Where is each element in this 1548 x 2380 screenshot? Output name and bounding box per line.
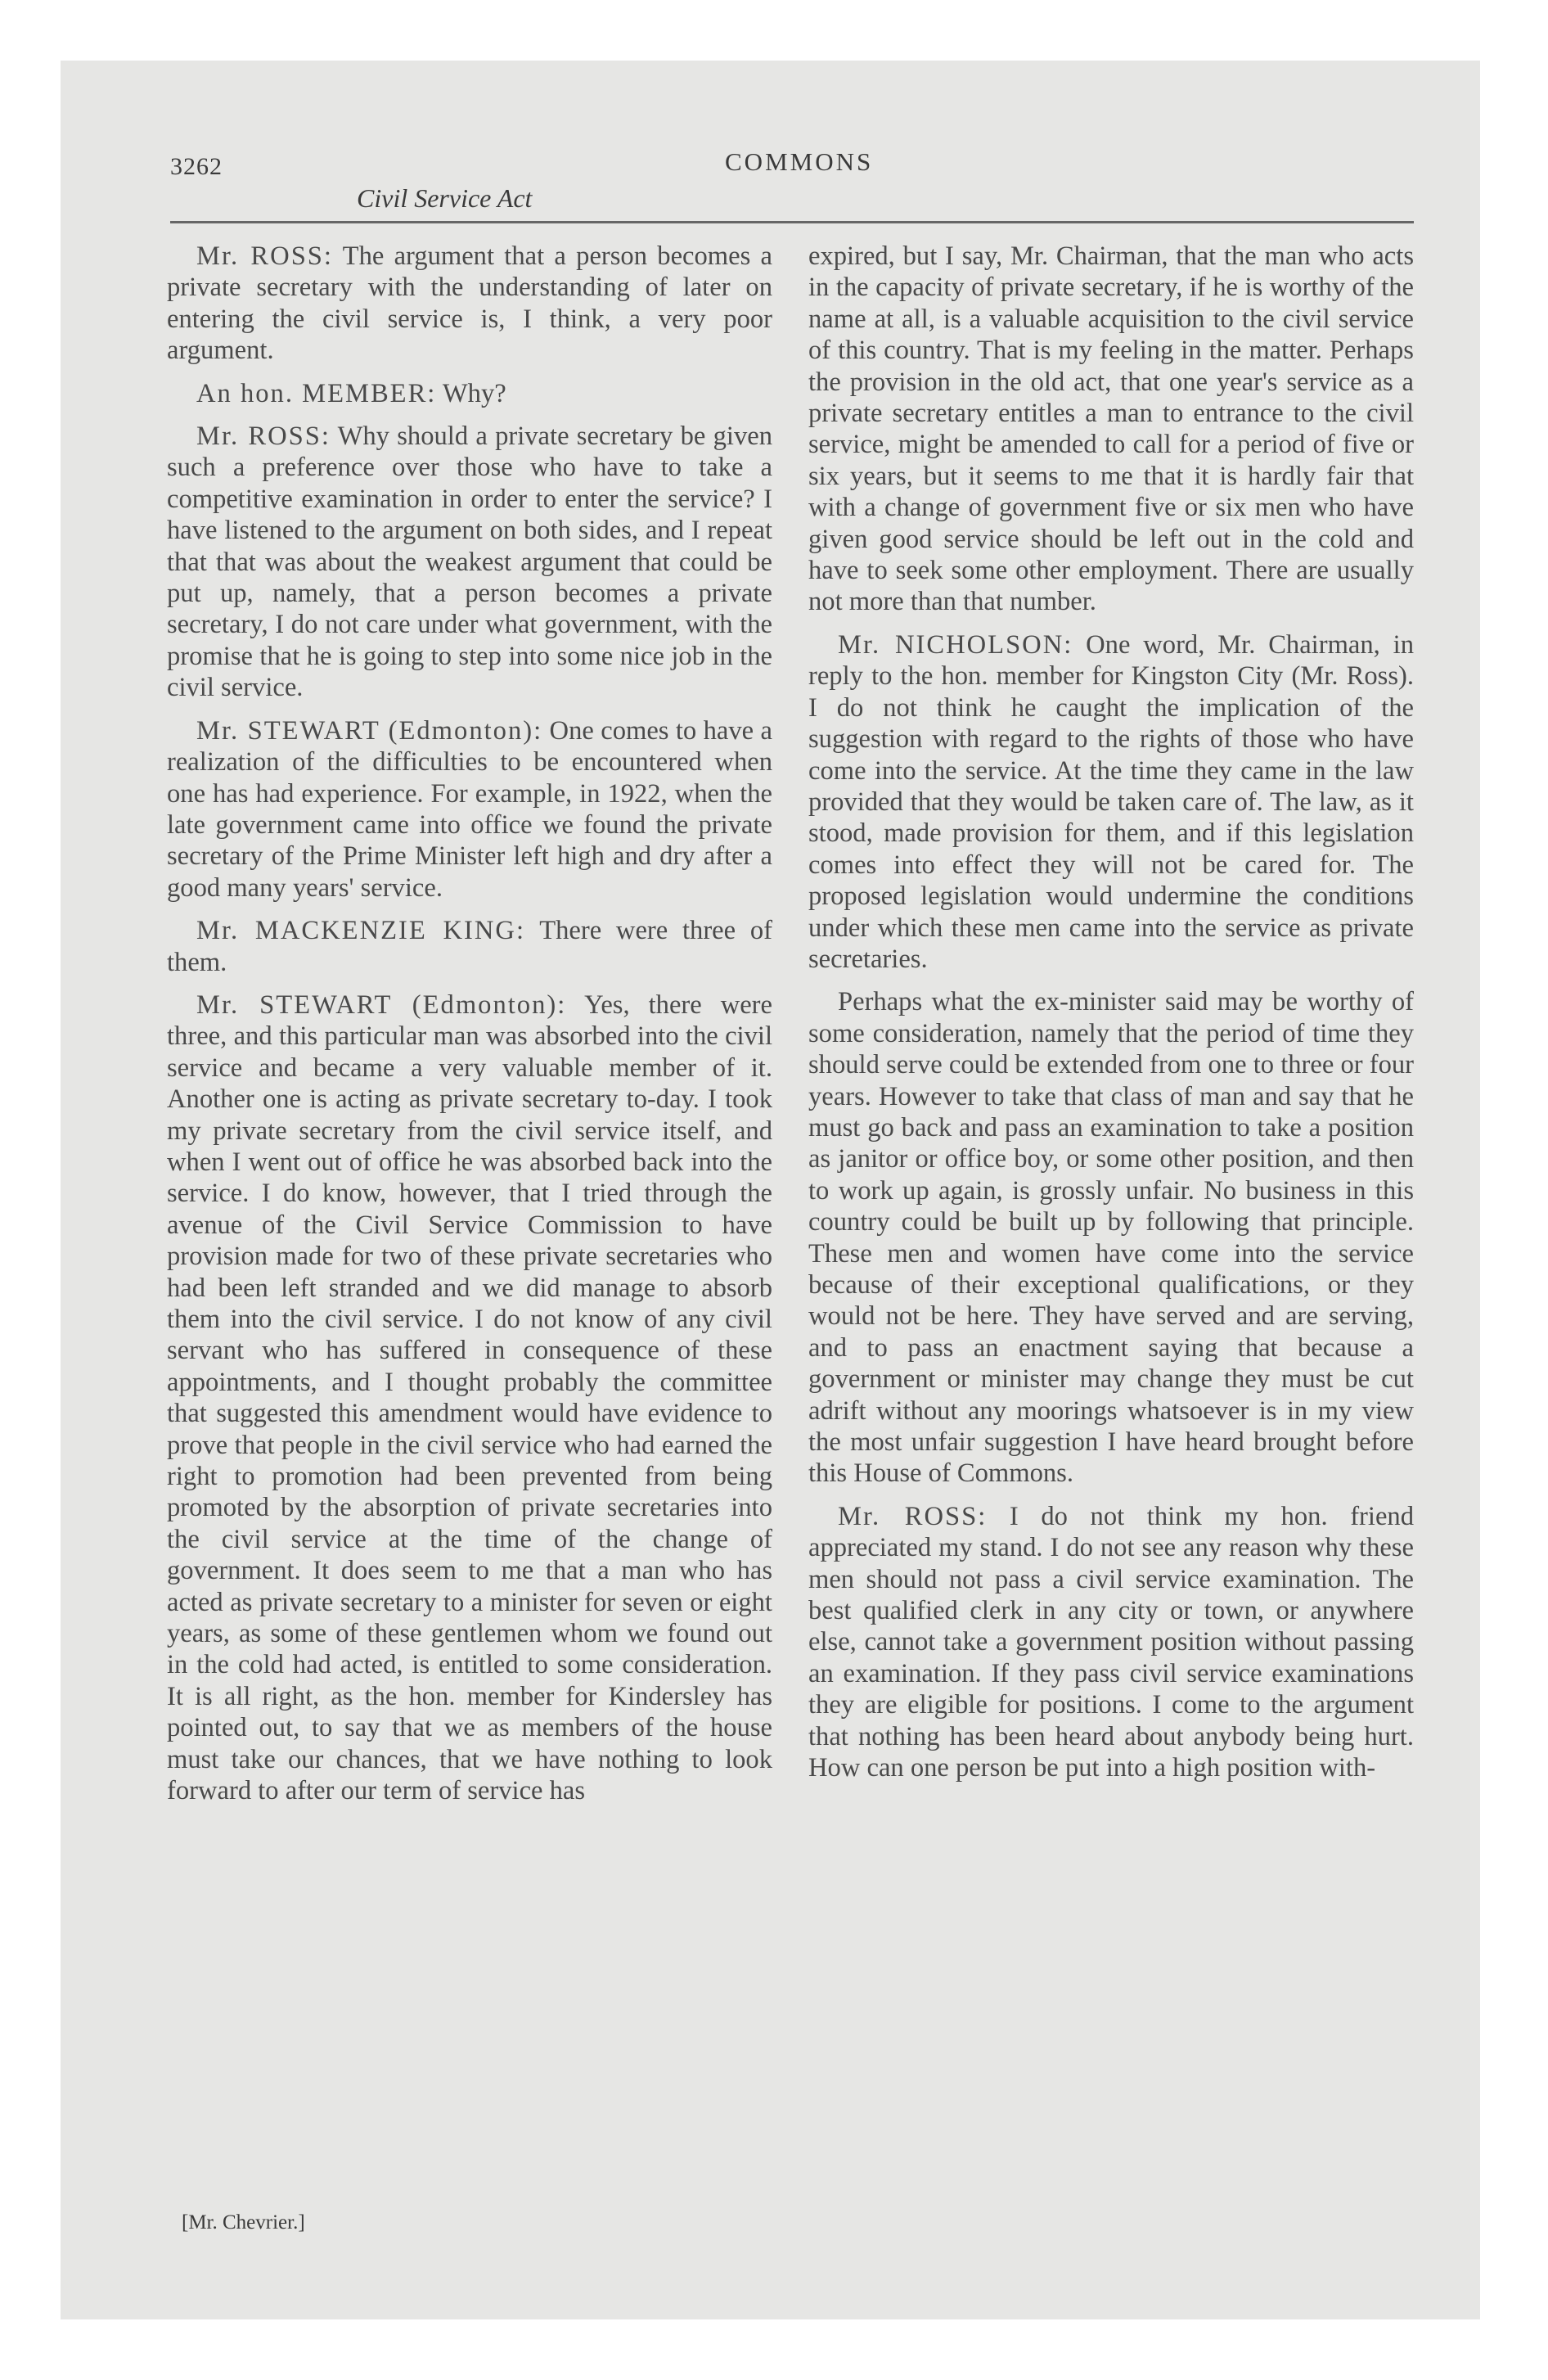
paragraph bbox=[808, 986, 1414, 1490]
paragraph-text: Why? bbox=[436, 378, 506, 408]
paragraph-text: One comes to have a realization of the difficulties to be encountered when one has had experience. For example, in 1922, when the late government came into office we found the private secretary of the Prime Minister left high and dry after a good many years' service. bbox=[167, 715, 772, 903]
header-rule bbox=[170, 221, 1414, 223]
speaker-name: An hon. MEMBER: bbox=[196, 378, 437, 408]
speaker-name: Mr. STEWART (Edmonton): bbox=[196, 989, 567, 1020]
chamber-heading: COMMONS bbox=[725, 147, 874, 176]
speaker-name: Mr. ROSS: bbox=[196, 421, 331, 452]
paragraph bbox=[167, 378, 772, 409]
speaker-name: Mr. NICHOLSON: bbox=[838, 629, 1073, 660]
paragraph-text: expired, but I say, Mr. Chairman, that the man who acts in the capacity of private secretary, if he is worthy of the name at all, is a valuable acquisition to the civil service of this country. That is my feeling in the matter. Perhaps the provision in the old act, that one year's service as a private secretary entitles a man to entrance to the civil service, might be amended to call for a period of five or six years, but it seems to me that it is hardly fair that with a change of government five or six men who have given good service should be left out in the cold and have to seek some other employment. There are usually not more than that number. bbox=[808, 241, 1414, 617]
speaker-name: Mr. STEWART (Edmonton): bbox=[196, 715, 543, 746]
paragraph-text: I do not think my hon. friend appreciated my stand. I do not see any reason why these men should not pass a civil service examination. The best qualified clerk in any city or town, or anywhere else, cannot take a government position without passing an examination. If they pass civil service examinations they are eligible for positions. I come to the argument that nothing has been heard about anybody being hurt. How can one person be put into a high position with- bbox=[808, 1501, 1414, 1783]
running-head: Civil Service Act bbox=[357, 183, 533, 213]
paragraph bbox=[167, 715, 772, 904]
paragraph bbox=[167, 241, 772, 367]
right-column bbox=[808, 241, 1414, 1796]
page-number: 3262 bbox=[170, 153, 223, 180]
paragraph bbox=[167, 421, 772, 704]
paragraph bbox=[167, 989, 772, 1807]
paragraph bbox=[167, 915, 772, 978]
paragraph bbox=[808, 1501, 1414, 1784]
speaker-name: Mr. ROSS: bbox=[196, 241, 333, 271]
footer-note: [Mr. Chevrier.] bbox=[182, 2211, 305, 2234]
speaker-name: Mr. MACKENZIE KING: bbox=[196, 916, 526, 946]
paragraph-text: The argument that a person becomes a private secretary with the understanding of later on entering the civil service is, I think, a very poor argument. bbox=[167, 241, 772, 366]
paragraph-text: One word, Mr. Chairman, in reply to the hon. member for Kingston City (Mr. Ross). I do not think he caught the implication of the suggestion with regard to the rights of those who have come into the service. At the time they came in the law provided that they would be taken care of. The law, as it stood, made provision for them, and if this legislation comes into effect they will not be cared for. The proposed legislation would undermine the conditions under which these men came into the service as private secretaries. bbox=[808, 629, 1414, 974]
paragraph-text: Yes, there were three, and this particular man was absorbed into the civil service and became a very valuable member of it. Another one is acting as private secretary to-day. I took my private secretary from the civil service itself, and when I went out of office he was absorbed back into the service. I do know, however, that I tried through the avenue of the Civil Service Commission to have provision made for two of these private secretaries who had been left stranded and we did manage to absorb them into the civil service. I do not know of any civil servant who has suffered in consequence of these appointments, and I thought probably the committee that suggested this amendment would have evidence to prove that people in the civil service who had earned the right to promotion had been prevented from being promoted by the absorption of private secretaries into the civil service at the time of the change of government. It does seem to me that a man who has acted as private secretary to a minister for seven or eight years, as some of these gentlemen whom we found out in the cold had acted, is entitled to some consideration. It is all right, as the hon. member for Kindersley has pointed out, to say that we as members of the house must take our chances, that we have nothing to look forward to after our term of service has bbox=[167, 989, 772, 1806]
paragraph bbox=[808, 241, 1414, 618]
paragraph-text: There were three of them. bbox=[167, 916, 772, 977]
paragraph-text: Perhaps what the ex-minister said may be worthy of some consideration, namely that the period of time they should serve could be extended from one to three or four years. However to take that class of man and say that he must go back and pass an examination to take a position as janitor or office boy, or some other position, and then to work up again, is grossly unfair. No business in this country could be built up by following that principle. These men and women have come into the service because of their exceptional qualifications, or they would not be here. They have served and are serving, and to pass an enactment saying that because a government or minister may change they must be cut adrift without any moorings whatsoever is in my view the most unfair suggestion I have heard brought before this House of Commons. bbox=[808, 987, 1415, 1489]
paragraph bbox=[808, 629, 1414, 975]
paragraph-text: Why should a private secretary be given such a preference over those who have to take a competitive examination in order to enter the service? I have listened to the argument on both sides, and I repeat that that was about the weakest argument that could be put up, namely, that a person becomes a private secretary, I do not care under what government, with the promise that he is going to step into some nice job in the civil service. bbox=[167, 421, 772, 703]
left-column bbox=[167, 241, 772, 1819]
speaker-name: Mr. ROSS: bbox=[838, 1501, 988, 1531]
